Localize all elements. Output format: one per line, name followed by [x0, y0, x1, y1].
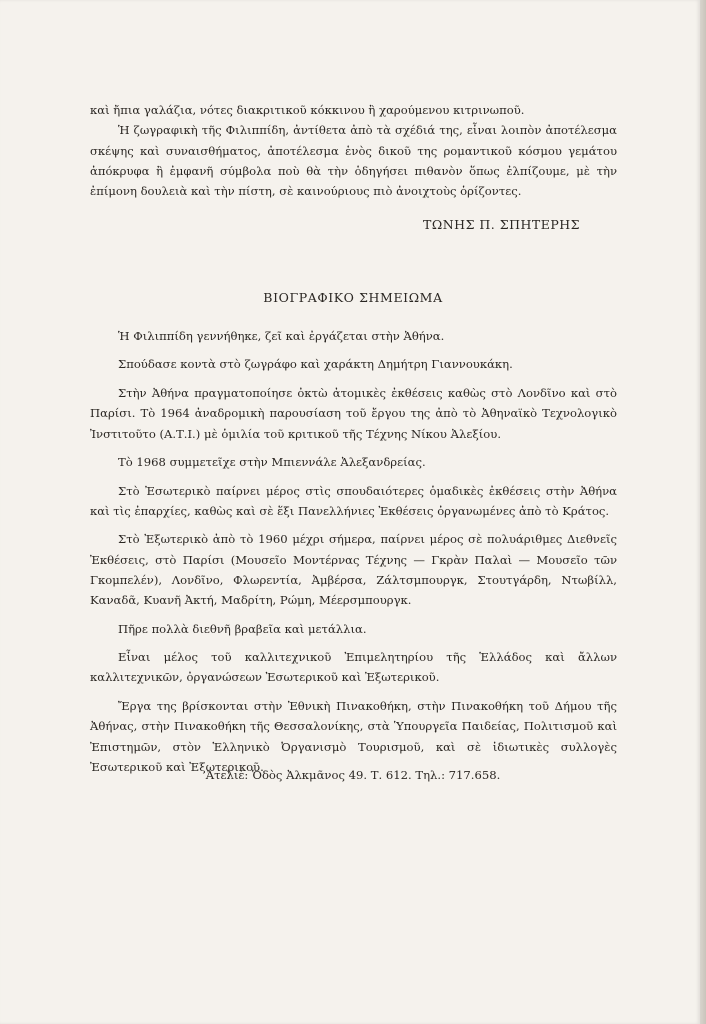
biography-paragraph: Εἶναι μέλος τοῦ καλλιτεχνικοῦ Ἐπιμελητηρίου τῆς Ἑλλάδος καὶ ἄλλων καλλιτεχνικῶν, ὀργανώσεων Ἐσωτερικοῦ καὶ Ἐξωτερικοῦ. — [90, 650, 617, 685]
biography-text — [90, 326, 617, 785]
intro-text — [90, 100, 617, 201]
atelier-address: Ἀτελιέ: Ὁδὸς Ἀλκμᾶνος 49. Τ. 612. Τηλ.: 717.658. — [205, 768, 501, 782]
biography-paragraph: Πῆρε πολλὰ διεθνῆ βραβεῖα καὶ μετάλλια. — [118, 621, 367, 636]
biography-paragraph: Στὸ Ἐξωτερικὸ ἀπὸ τὸ 1960 μέχρι σήμερα, παίρνει μέρος σὲ πολυάριθμες Διεθνεῖς Ἐκθέσεις, στὸ Παρίσι (Μουσεῖο Μοντέρνας Τέχνης — Γκρὰν Παλαὶ — Μουσεῖο τῶν Γκομπελέν), Λονδῖνο, Φλωρεντία, Ἀμβέρσα, Ζάλτσμπουργκ, Στουτγάρδη, Ντωβίλλ, Καναδᾶ, Κυανῆ Ἀκτή, Μαδρίτη, Ρώμη, Μέερσμπουργκ. — [90, 532, 617, 608]
biography-paragraph: Στὸ Ἐσωτερικὸ παίρνει μέρος στὶς σπουδαιότερες ὁμαδικὲς ἐκθέσεις στὴν Ἀθήνα καὶ τὶς ἐπαρχίες, καθὼς καὶ σὲ ἕξι Πανελλήνιες Ἐκθέσεις ὀργανωμένες ἀπὸ τὸ Κράτος. — [90, 483, 617, 518]
biography-paragraph: Στὴν Ἀθήνα πραγματοποίησε ὀκτὼ ἀτομικὲς ἐκθέσεις καθὼς στὸ Λονδῖνο καὶ στὸ Παρίσι. Τὸ 1964 ἀναδρομικὴ παρουσίαση τοῦ ἔργου της ἀπὸ τὸ Ἀθηναϊκὸ Τεχνολογικὸ Ἰνστιτοῦτο (Α.Τ.Ι.) μὲ ὁμιλία τοῦ κριτικοῦ τῆς Τέχνης Νίκου Ἀλεξίου. — [90, 385, 617, 441]
intro-paragraph: Ἡ ζωγραφικὴ τῆς Φιλιππίδη, ἀντίθετα ἀπὸ τὰ σχέδιά της, εἶναι λοιπὸν ἀποτέλεσμα σκέψης καὶ συναισθήματος, ἀποτέλεσμα ἑνὸς δικοῦ της ρομαντικοῦ κόσμου γεμάτου ἀπόκρυφα ἢ ἐμφανῆ σύμβολα ποὺ θὰ τὴν ὁδηγήσει πιθανὸν ὅπως ἐλπίζουμε, μὲ τὴν ἐπίμονη δουλειὰ καὶ τὴν πίστη, σὲ καινούριους πιὸ ἀνοιχτοὺς ὁρίζοντες. — [90, 123, 617, 199]
intro-paragraph: καὶ ἤπια γαλάζια, νότες διακριτικοῦ κόκκινου ἢ χαρούμενου κιτρινωποῦ. — [90, 103, 525, 117]
biography-paragraph: Σπούδασε κοντὰ στὸ ζωγράφο καὶ χαράκτη Δημήτρη Γιαννουκάκη. — [118, 357, 513, 372]
author-signature: ΤΩΝΗΣ Π. ΣΠΗΤΕΡΗΣ — [423, 217, 580, 232]
biography-title: ΒΙΟΓΡΑΦΙΚΟ ΣΗΜΕΙΩΜΑ — [263, 290, 443, 305]
biography-paragraph: Ἡ Φιλιππίδη γεννήθηκε, ζεῖ καὶ ἐργάζεται στὴν Ἀθήνα. — [118, 329, 445, 343]
page-edge — [700, 0, 706, 1024]
biography-paragraph: Τὸ 1968 συμμετεῖχε στὴν Μπιεννάλε Ἀλεξανδρείας. — [118, 455, 426, 470]
biography-paragraph: Ἔργα της βρίσκονται στὴν Ἐθνικὴ Πινακοθήκη, στὴν Πινακοθήκη τοῦ Δήμου τῆς Ἀθήνας, στὴν Πινακοθήκη τῆς Θεσσαλονίκης, στὰ Ὑπουργεῖα Παιδείας, Πολιτισμοῦ καὶ Ἐπιστημῶν, στὸν Ἑλληνικὸ Ὀργανισμὸ Τουρισμοῦ, καὶ σὲ ἰδιωτικὲς συλλογὲς Ἐσωτερικοῦ καὶ Ἐξωτερικοῦ. — [90, 698, 617, 774]
